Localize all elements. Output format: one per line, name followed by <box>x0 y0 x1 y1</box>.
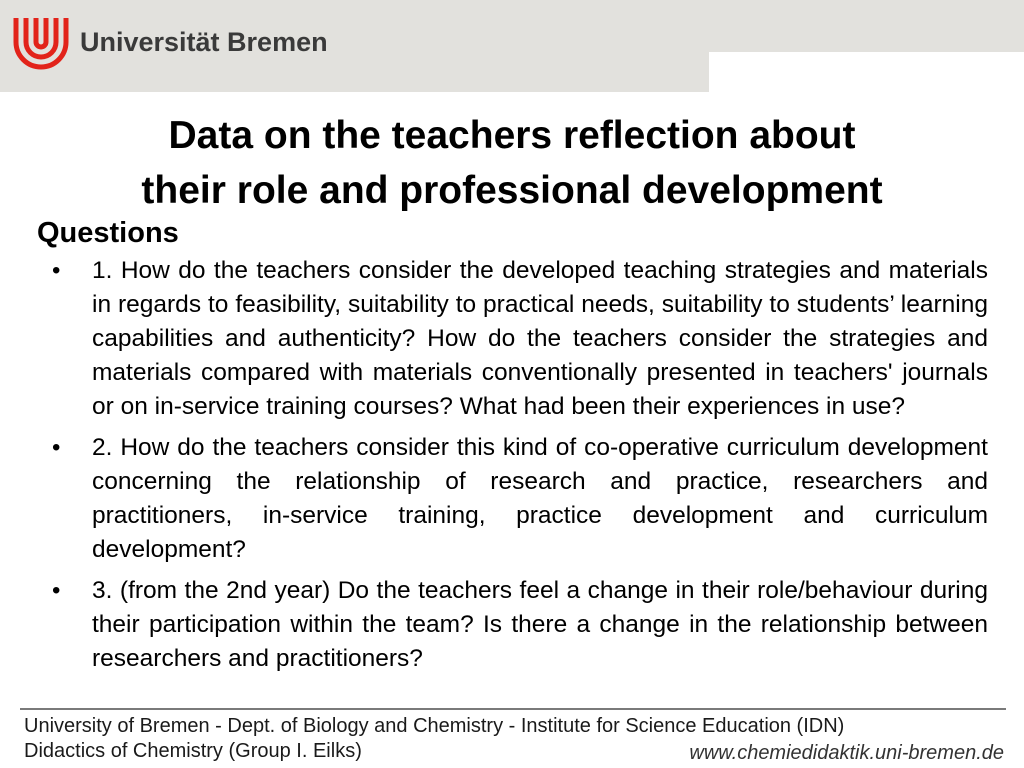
slide-title-line-1: Data on the teachers reflection about <box>168 114 856 157</box>
section-heading: Questions <box>37 217 179 249</box>
footer-divider <box>20 708 1006 710</box>
question-text: 1. How do the teachers consider the developed teaching strategies and materials in regards to feasibility, suitability to practical needs, suitability to students’ learning capabilities and authenticity? How do the teachers consider the strategies and materials compared with materials conventionally presented in teachers' journals or on in-service training courses? What had been their experiences in use? <box>92 257 988 420</box>
header-notch <box>709 52 1024 92</box>
question-text: 3. (from the 2nd year) Do the teachers feel a change in their role/behaviour during their participation within the team? Is there a change in the relationship between researchers and practitioners? <box>92 577 988 672</box>
question-item <box>52 574 988 676</box>
footer-url-link[interactable]: www.chemiedidaktik.uni-bremen.de <box>689 742 1004 764</box>
university-name: Universität Bremen <box>80 27 328 57</box>
bullet-icon: • <box>52 257 61 284</box>
header-bar <box>0 0 1024 92</box>
question-text: 2. How do the teachers consider this kind of co-operative curriculum development concerning the relationship of research and practice, researchers and practitioners, in-service training, practice development and curriculum development? <box>92 434 988 563</box>
slide-title <box>40 108 984 218</box>
footer-group: Didactics of Chemistry (Group I. Eilks) <box>24 740 362 762</box>
bullet-icon: • <box>52 434 61 461</box>
university-logo-icon <box>10 12 72 74</box>
slide-title-line-2: their role and professional development <box>141 169 883 212</box>
bullet-icon: • <box>52 577 61 604</box>
question-item <box>52 254 988 424</box>
footer-institution: University of Bremen - Dept. of Biology and Chemistry - Institute for Science Education (IDN) <box>24 715 845 737</box>
question-item <box>52 431 988 567</box>
question-list <box>52 254 988 683</box>
